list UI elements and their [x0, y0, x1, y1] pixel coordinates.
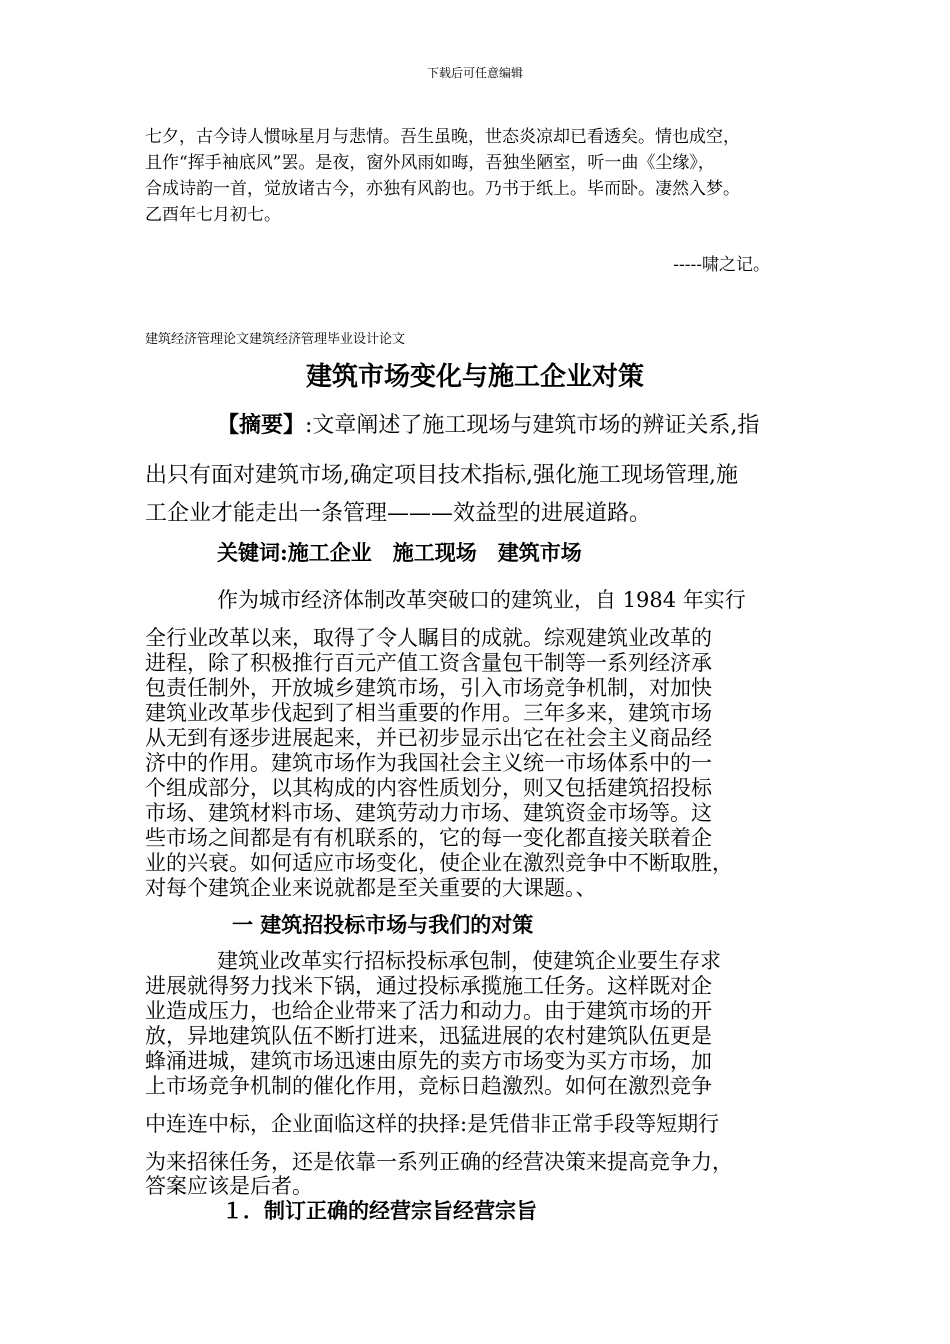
subsection-heading-1: １．制订正确的经营宗旨经营宗旨: [222, 1198, 537, 1223]
intro-line-2: 且作“挥手袖底风”罢。是夜，窗外风雨如晦，吾独坐陋室，听一曲《尘缘》，: [145, 153, 715, 173]
abstract-line-2: 出只有面对建筑市场,确定项目技术指标,强化施工现场管理,施: [145, 463, 738, 488]
para2-line-9: 答案应该是后者。: [145, 1174, 313, 1198]
para1-line-4: 包责任制外，开放城乡建筑市场，引入市场竞争机制，对加快: [145, 676, 712, 700]
page-header: 下载后可任意编辑: [426, 66, 523, 80]
abstract-label: 【摘要】: [217, 412, 306, 438]
para2-line-4: 放，异地建筑队伍不断打进来，迅猛进展的农村建筑队伍更是: [145, 1024, 712, 1048]
category-line: 建筑经济管理论文建筑经济管理毕业设计论文: [145, 332, 406, 347]
para1-line-5: 建筑业改革步伐起到了相当重要的作用。三年多来，建筑市场: [145, 701, 712, 725]
keywords: 关键词:施工企业 施工现场 建筑市场: [217, 540, 582, 565]
para1-line-1: 作为城市经济体制改革突破口的建筑业，自 1984 年实行: [217, 588, 746, 612]
para2-line-1: 建筑业改革实行招标投标承包制，使建筑企业要生存求: [217, 949, 721, 973]
para2-line-5: 蜂涌进城，建筑市场迅速由原先的卖方市场变为买方市场，加: [145, 1049, 712, 1073]
intro-line-1: 七夕，古今诗人惯咏星月与悲情。吾生虽晚，世态炎凉却已看透矣。情也成空，: [145, 127, 740, 147]
para2-line-2: 进展就得努力找米下锅，通过投标承揽施工任务。这样既对企: [145, 974, 712, 998]
document-title: 建筑市场变化与施工企业对策: [305, 362, 644, 392]
para1-line-10: 些市场之间都是有有机联系的，它的每一变化都直接关联着企: [145, 826, 712, 850]
para1-line-9: 市场、建筑材料市场、建筑劳动力市场、建筑资金市场等。这: [145, 801, 712, 825]
para2-line-3: 业造成压力，也给企业带来了活力和动力。由于建筑市场的开: [145, 999, 712, 1023]
intro-line-4: 乙酉年七月初七。: [145, 205, 281, 225]
para2-line-6: 上市场竞争机制的催化作用，竞标日趋激烈。如何在激烈竞争: [145, 1074, 712, 1098]
para2-line-8: 为来招徕任务，还是依靠一系列正确的经营决策来提高竞争力，: [145, 1150, 733, 1174]
intro-line-3: 合成诗韵一首，觉放诸古今，亦独有风韵也。乃书于纸上。毕而卧。凄然入梦。: [145, 179, 740, 199]
abstract-line-1: [217, 408, 759, 439]
para2-line-7: 中连连中标，企业面临这样的抉择:是凭借非正常手段等短期行: [145, 1112, 720, 1136]
para1-line-8: 个组成部分，以其构成的内容性质划分，则又包括建筑招投标: [145, 776, 712, 800]
abstract-text: :文章阐述了施工现场与建筑市场的辨证关系,指: [305, 413, 760, 438]
para1-line-2: 全行业改革以来，取得了令人瞩目的成就。综观建筑业改革的: [145, 626, 712, 650]
para1-line-12: 对每个建筑企业来说就都是至关重要的大课题。、: [145, 876, 597, 900]
para1-line-6: 从无到有逐步进展起来，并已初步显示出它在社会主义商品经: [145, 726, 712, 750]
para1-line-3: 进程，除了积极推行百元产值工资含量包干制等一系列经济承: [145, 651, 712, 675]
abstract-line-3: 工企业才能走出一条管理———效益型的进展道路。: [145, 501, 652, 526]
para1-line-7: 济中的作用。建筑市场作为我国社会主义统一市场体系中的一: [145, 751, 712, 775]
signature: -----啸之记。: [673, 255, 770, 275]
section-heading-1: 一 建筑招投标市场与我们的对策: [232, 912, 534, 937]
para1-line-11: 业的兴衰。如何适应市场变化，使企业在激烈竞争中不断取胜，: [145, 851, 733, 875]
